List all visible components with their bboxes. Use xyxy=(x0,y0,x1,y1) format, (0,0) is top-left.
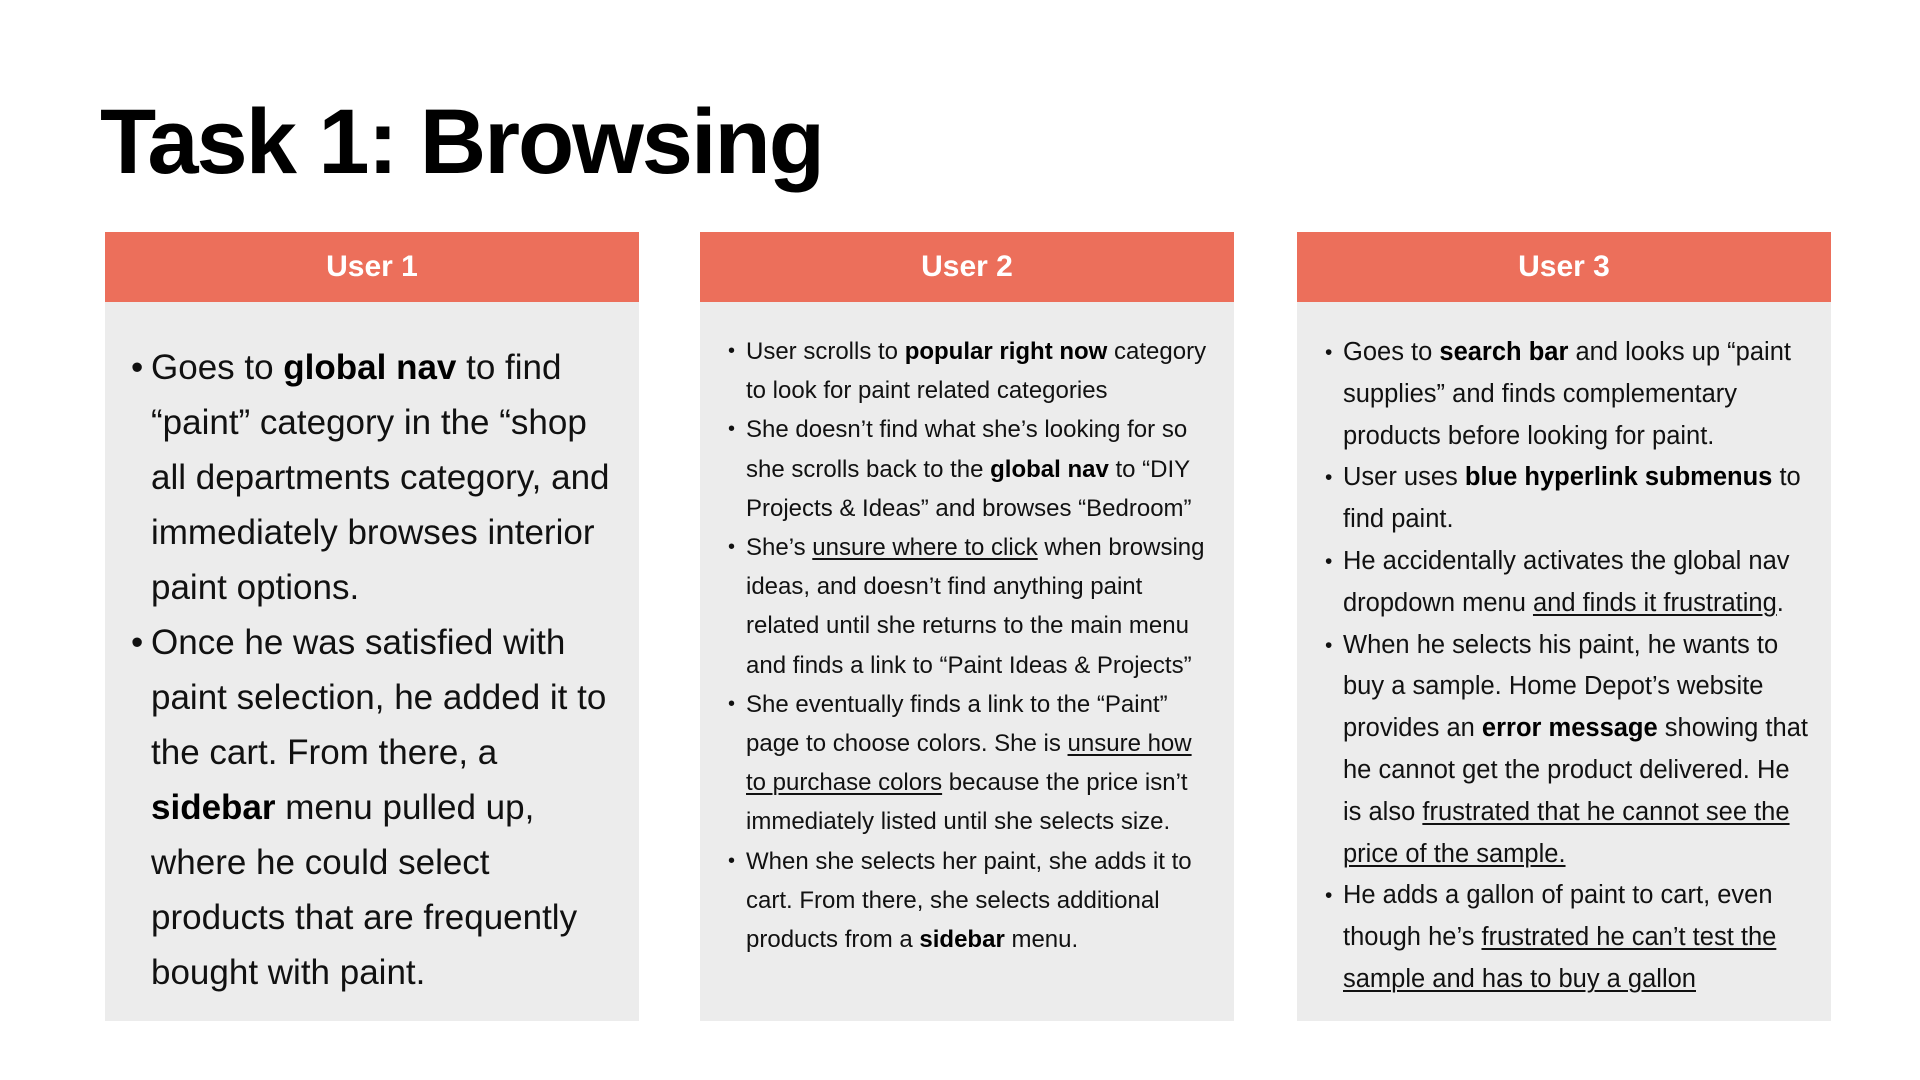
note-text: to find “paint” category in the “shop all departments category, and immediately browses interior paint options. xyxy=(151,348,610,607)
note-bullet xyxy=(746,332,1214,410)
user-1-notes xyxy=(105,302,639,1000)
note-bullet xyxy=(151,615,619,1000)
slide-title: Task 1: Browsing xyxy=(100,91,823,193)
emphasis-text: global nav xyxy=(990,455,1109,483)
note-text: Once he was satisfied with paint selection, he added it to the cart. From there, a xyxy=(151,623,607,772)
note-bullet xyxy=(1343,332,1811,457)
note-text: When she selects her paint, she adds it to cart. From there, she selects additional products from a xyxy=(746,847,1192,954)
note-bullet xyxy=(746,685,1214,842)
note-text: When he selects his paint, he wants to buy a sample. Home Depot’s website provides an xyxy=(1343,630,1779,743)
emphasis-text: blue hyperlink submenus xyxy=(1464,463,1773,492)
emphasis-text: global nav xyxy=(283,348,457,387)
underlined-text: and finds it frustrating xyxy=(1532,588,1777,617)
note-bullet xyxy=(1343,625,1811,876)
note-text: He adds a gallon of paint to cart, even though he’s xyxy=(1343,881,1773,952)
emphasis-text: search bar xyxy=(1439,338,1569,366)
emphasis-text: popular right now xyxy=(904,338,1108,365)
note-bullet xyxy=(746,842,1214,960)
user-3-header: User 3 xyxy=(1297,232,1831,302)
note-text: User uses xyxy=(1343,463,1465,492)
user-2-column xyxy=(700,232,1234,1021)
underlined-text: unsure where to click xyxy=(812,534,1038,562)
user-3-column xyxy=(1297,232,1831,1021)
note-bullet xyxy=(1343,457,1811,541)
note-bullet xyxy=(151,340,619,615)
user-2-header: User 2 xyxy=(700,232,1234,302)
note-text: She’s xyxy=(746,534,813,562)
user-2-notes xyxy=(700,302,1234,959)
note-text: Goes to xyxy=(151,348,284,387)
emphasis-text: sidebar xyxy=(151,788,276,827)
user-1-header: User 1 xyxy=(105,232,639,302)
note-text: and looks up “paint supplies” and finds complementary products before looking for paint. xyxy=(1343,338,1791,450)
note-text: when browsing ideas, and doesn’t find anything paint related until she returns to the main menu and finds a link to “Paint Ideas & Projects” xyxy=(746,534,1205,679)
underlined-text: unsure how to purchase colors xyxy=(746,730,1192,797)
note-text: category to look for paint related categories xyxy=(746,338,1207,405)
note-bullet xyxy=(746,528,1214,685)
note-text: menu. xyxy=(1004,926,1079,954)
note-text: to find paint. xyxy=(1343,463,1801,534)
underlined-text: frustrated that he cannot see the price of the sample. xyxy=(1343,797,1790,868)
note-text: She eventually finds a link to the “Paint” page to choose colors. She is xyxy=(746,690,1168,758)
underlined-text: frustrated he can’t test the sample and has to buy a gallon xyxy=(1343,923,1777,993)
emphasis-text: error message xyxy=(1481,714,1658,743)
note-text: to “DIY Projects & Ideas” and browses “Bedroom” xyxy=(746,455,1192,522)
emphasis-text: sidebar xyxy=(919,926,1005,954)
note-text: showing that he cannot get the product delivered. He is also xyxy=(1343,714,1808,826)
note-text: She doesn’t find what she’s looking for so she scrolls back to the xyxy=(746,416,1188,483)
note-text: . xyxy=(1776,588,1784,617)
note-bullet xyxy=(1343,875,1811,1000)
note-text: Goes to xyxy=(1343,338,1440,366)
user-1-column xyxy=(105,232,639,1021)
note-text: because the price isn’t immediately listed until she selects size. xyxy=(746,769,1188,836)
note-text: User scrolls to xyxy=(746,338,905,365)
note-bullet xyxy=(1343,541,1811,625)
note-text: He accidentally activates the global nav dropdown menu xyxy=(1343,546,1790,617)
user-3-notes xyxy=(1297,302,1831,1001)
note-text: menu pulled up, where he could select products that are frequently bought with paint. xyxy=(151,788,578,992)
note-bullet xyxy=(746,410,1214,528)
